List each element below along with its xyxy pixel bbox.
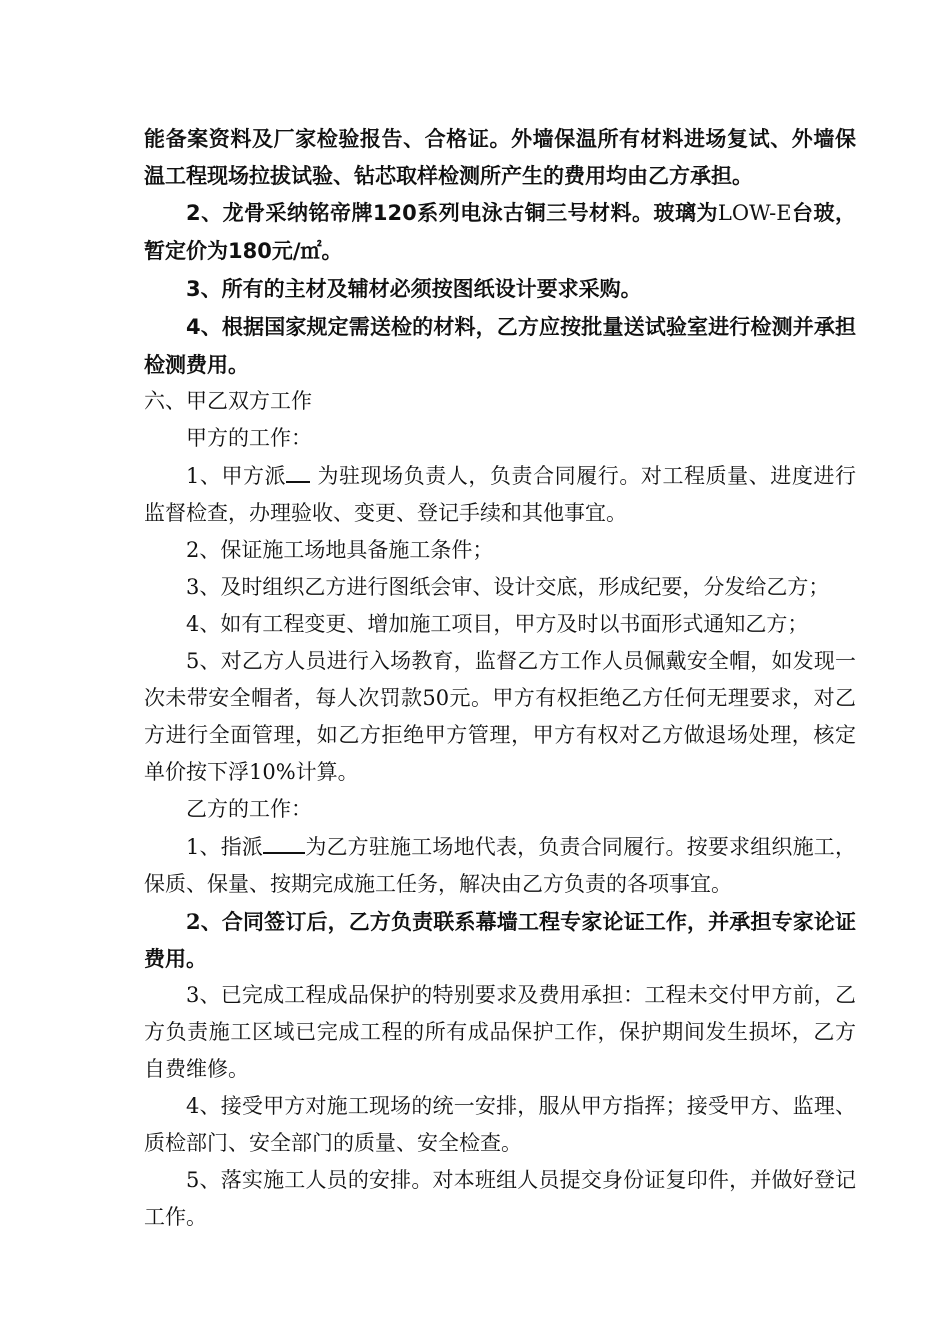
price-value: 180 <box>228 239 272 263</box>
text: 1、甲方派 <box>186 464 287 488</box>
text: 、龙骨采纳铭帝牌 <box>200 200 373 225</box>
blank-line <box>263 828 305 854</box>
text: 能备案资料及厂家检验报告、合格证。外墙保温所有材料进场复试、外墙保温工程现场拉拔试验、钻芯取样检测所产生的费用均由乙方承担。 <box>144 126 856 188</box>
materials-item-3 <box>144 270 856 308</box>
glass-type: LOW-E <box>717 201 792 225</box>
party-a-item-4: 4、如有工程变更、增加施工项目，甲方及时以书面形式通知乙方； <box>186 612 809 636</box>
document-page <box>144 120 856 1236</box>
party-b-item-3: 3、已完成工程成品保护的特别要求及费用承担：工程未交付甲方前，乙方负责施工区域已完成工程的所有成品保护工作，保护期间发生损坏，乙方自费维修。 <box>144 983 856 1081</box>
party-b-item-5: 5、落实施工人员的安排。对本班组人员提交身份证复印件，并做好登记工作。 <box>144 1168 856 1229</box>
party-a-item-1 <box>144 457 856 532</box>
section-6-title: 六、甲乙双方工作 <box>144 389 312 413</box>
text: 为驻现场负责人，负责合同履行。对工程质量、进度进行监督检查，办理验收、变更、登记手续和其他事宜。 <box>144 464 856 525</box>
text: 、根据国家规定需送检的材料，乙方应按批量送试验室进行检测并承担检测费用。 <box>144 314 856 377</box>
text: 1、指派 <box>186 835 264 859</box>
party-a-item-2: 2、保证施工场地具备施工条件； <box>186 538 494 562</box>
item-number: 4 <box>186 315 201 339</box>
text: 元/㎡。 <box>271 238 343 263</box>
text: 为乙方驻施工场地代表，负责合同履行。按要求组织施工，保质、保量、按期完成施工任务，解决由乙方负责的各项事宜。 <box>144 835 856 896</box>
blank-line <box>286 457 310 483</box>
party-a-heading: 甲方的工作： <box>186 426 312 450</box>
party-a-item-5: 5、对乙方人员进行入场教育，监督乙方工作人员佩戴安全帽，如发现一次未带安全帽者，每人次罚款50元。甲方有权拒绝乙方任何无理要求，对乙方进行全面管理，如乙方拒绝甲方管理，甲方有权对乙方做退场处理，核定单价按下浮10%计算。 <box>144 649 856 784</box>
series-number: 120 <box>372 201 417 225</box>
materials-paragraph-1-continued <box>144 120 856 194</box>
party-b-item-4: 4、接受甲方对施工现场的统一安排，服从甲方指挥；接受甲方、监理、质检部门、安全部门的质量、安全检查。 <box>144 1094 856 1155</box>
text: 系列电泳古铜三号材料。玻璃为 <box>416 200 718 225</box>
text: 、所有的主材及辅材必须按图纸设计要求采购。 <box>200 276 642 301</box>
item-number: 2 <box>186 201 201 225</box>
party-b-heading: 乙方的工作： <box>186 797 312 821</box>
materials-item-2 <box>144 194 856 270</box>
party-a-item-3: 3、及时组织乙方进行图纸会审、设计交底，形成纪要，分发给乙方； <box>186 575 830 599</box>
party-b-item-2: 2、合同签订后，乙方负责联系幕墙工程专家论证工作，并承担专家论证费用。 <box>144 909 856 971</box>
text: 台玻，暂定价为 <box>144 200 857 263</box>
item-number: 3 <box>186 277 201 301</box>
materials-item-4 <box>144 308 856 383</box>
party-b-item-1 <box>144 828 856 903</box>
